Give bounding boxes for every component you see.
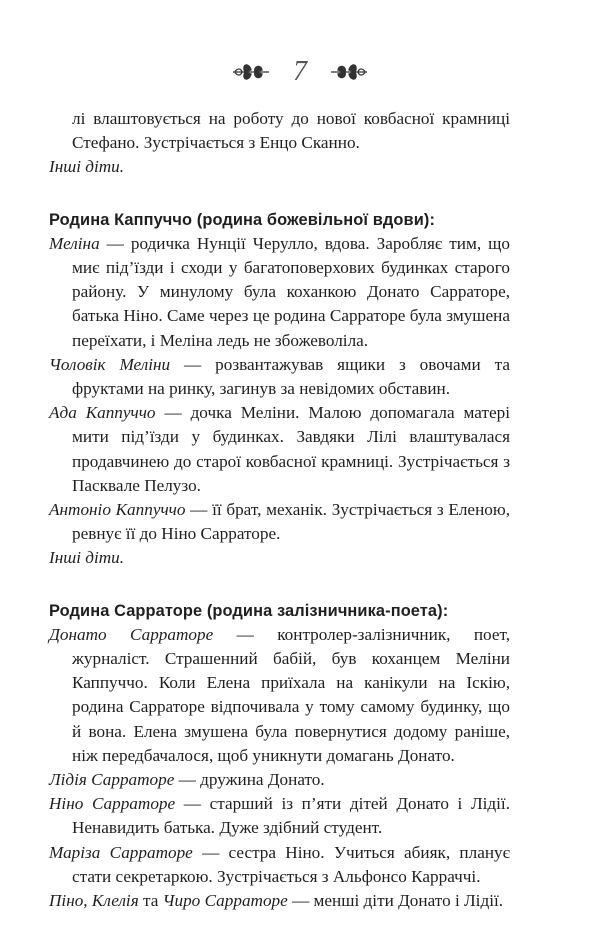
character-name: Ада Каппуччо bbox=[49, 403, 156, 423]
section-heading-sarratore: Родина Сарраторе (родина залізничника-поета): bbox=[49, 601, 449, 620]
character-description: — контролер-залізничник, поет, журналіст. Страшенний бабій, був коханцем Меліни Каппуччо. Коли Елена приїхала на канікули на Іскію, родина Сарраторе відпочивала у тому самому будинку, що й вона. Елена змушена була повернутися додому раніше, ніж передбачалося, щоб уникнути домагань Донато. bbox=[72, 624, 510, 765]
leaf-sprig-ornament-left-icon bbox=[231, 60, 271, 84]
character-description: — розвантажував ящики з овочами та фруктами на ринку, загинув за невідомих обставин. bbox=[72, 354, 510, 399]
character-name: Донато Сарраторе bbox=[49, 624, 214, 644]
character-name: Антоніо Каппуччо bbox=[49, 500, 186, 520]
character-name: Меліна bbox=[49, 233, 100, 253]
conjunction: та bbox=[138, 891, 163, 911]
character-description: — старший із п’яти дітей Донато і Лідії. Ненавидить батька. Дуже здібний студент. bbox=[72, 794, 510, 838]
character-entry bbox=[49, 498, 510, 546]
character-entry bbox=[49, 353, 510, 401]
character-description: — дружина Донато. bbox=[174, 770, 325, 790]
page-body bbox=[49, 107, 510, 913]
character-entry bbox=[49, 841, 510, 889]
page-header bbox=[0, 52, 600, 92]
character-entry bbox=[49, 232, 510, 353]
others-note: Інші діти. bbox=[49, 548, 125, 568]
character-entry bbox=[49, 792, 510, 840]
character-description: — менші діти Донато і Лідії. bbox=[287, 891, 504, 911]
character-name: Піно, Клелія bbox=[49, 891, 139, 911]
character-name: Чоловік Меліни bbox=[49, 354, 171, 374]
page-number: 7 bbox=[293, 56, 307, 87]
character-entry bbox=[49, 623, 510, 768]
character-description: — її брат, механік. Зустрічається з Еленою, ревнує її до Ніно Сарраторе. bbox=[72, 500, 510, 544]
character-description: — дочка Меліни. Малою допомагала матері мити під’їзди у будинках. Завдяки Лілі влаштувалася продавчинею до старої ковбасної крамниці. Зустрічається з Пасквале Пелузо. bbox=[72, 403, 510, 495]
character-name: Чиро Сарраторе bbox=[162, 891, 288, 911]
continuation-paragraph: лі влаштовується на роботу до нової ковбасної крамниці Стефано. Зустрічається з Енцо Сканно. bbox=[72, 109, 510, 153]
section-heading-cappuccio: Родина Каппуччо (родина божевільної вдови): bbox=[49, 210, 436, 229]
character-name: Маріза Сарраторе bbox=[49, 842, 193, 862]
character-entry bbox=[49, 889, 510, 913]
character-name: Лідія Сарраторе bbox=[49, 770, 175, 790]
character-description: — родичка Нунції Черулло, вдова. Заробляє тим, що миє під’їзди і сходи у багатоповерхових будинках старого району. У минулому була коханкою Донато Сарраторе, батька Ніно. Саме через це родина Сарраторе була змушена переїхати, і Меліна ледь не збожеволіла. bbox=[72, 233, 510, 350]
leaf-sprig-ornament-right-icon bbox=[329, 60, 369, 84]
character-description: — сестра Ніно. Учиться абияк, планує стати секретаркою. Зустрічається з Альфонсо Карраччі. bbox=[72, 842, 510, 886]
character-entry bbox=[49, 768, 510, 792]
others-note: Інші діти. bbox=[49, 157, 125, 177]
character-name: Ніно Сарраторе bbox=[49, 794, 176, 814]
character-entry bbox=[49, 401, 510, 498]
